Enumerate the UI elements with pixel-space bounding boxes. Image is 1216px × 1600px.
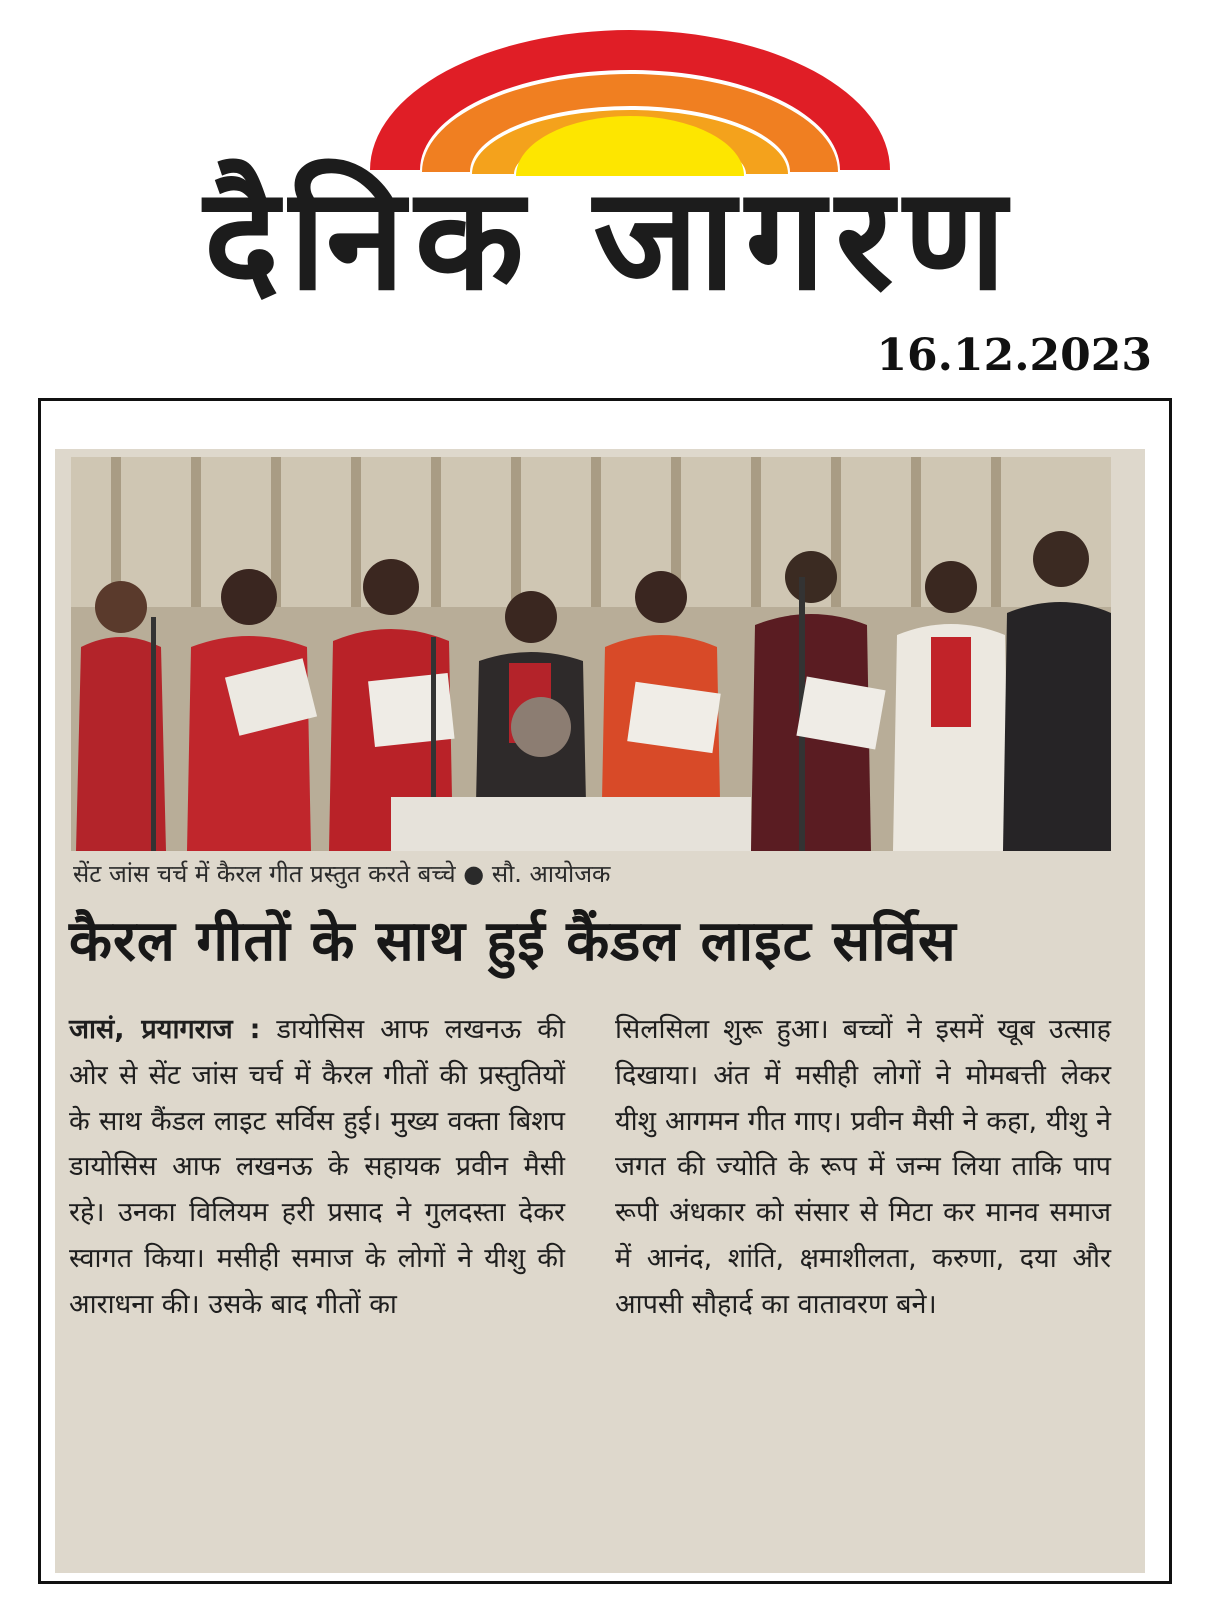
news-photo: [71, 457, 1111, 851]
body-text-left: डायोसिस आफ लखनऊ की ओर से सेंट जांस चर्च में कैरल गीतों की प्रस्तुतियों के साथ कैंडल लाइट सर्विस हुई। मुख्य वक्ता बिशप डायोसिस आफ लखनऊ के सहायक प्रवीन मैसी रहे। उनका विलियम हरी प्रसाद ने गुलदस्ता देकर स्वागत किया। मसीही समाज के लोगों ने यीशु की आराधना की। उसके बाद गीतों का: [69, 1014, 565, 1320]
newspaper-name: दैनिक जागरण: [203, 157, 1017, 322]
article-column-left: [69, 1007, 565, 1328]
bullet-icon: ●: [463, 860, 492, 888]
clipping-frame: [38, 398, 1172, 1584]
headline: कैरल गीतों के साथ हुई कैंडल लाइट सर्विस: [69, 909, 957, 974]
caption-text: सेंट जांस चर्च में कैरल गीत प्रस्तुत करते बच्चे: [73, 860, 456, 888]
news-clipping: [55, 449, 1145, 1573]
dateline: जासं, प्रयागराज :: [69, 1014, 261, 1045]
masthead: [0, 0, 1216, 381]
photo-caption: [73, 857, 610, 890]
article-column-right: [615, 1007, 1111, 1328]
article-body: [69, 1007, 1129, 1567]
photo-credit: सौ. आयोजक: [491, 860, 611, 888]
edition-date: 16.12.2023: [876, 330, 1152, 381]
body-text-right: सिलसिला शुरू हुआ। बच्चों ने इसमें खूब उत्साह दिखाया। अंत में मसीही लोगों ने मोमबत्ती लेकर यीशु आगमन गीत गाए। प्रवीन मैसी ने कहा, यीशु ने जगत की ज्योति के रूप में जन्म लिया ताकि पाप रूपी अंधकार को संसार से मिटा कर मानव समाज में आनंद, शांति, क्षमाशीलता, करुणा, दया और आपसी सौहार्द का वातावरण बने।: [615, 1014, 1111, 1320]
